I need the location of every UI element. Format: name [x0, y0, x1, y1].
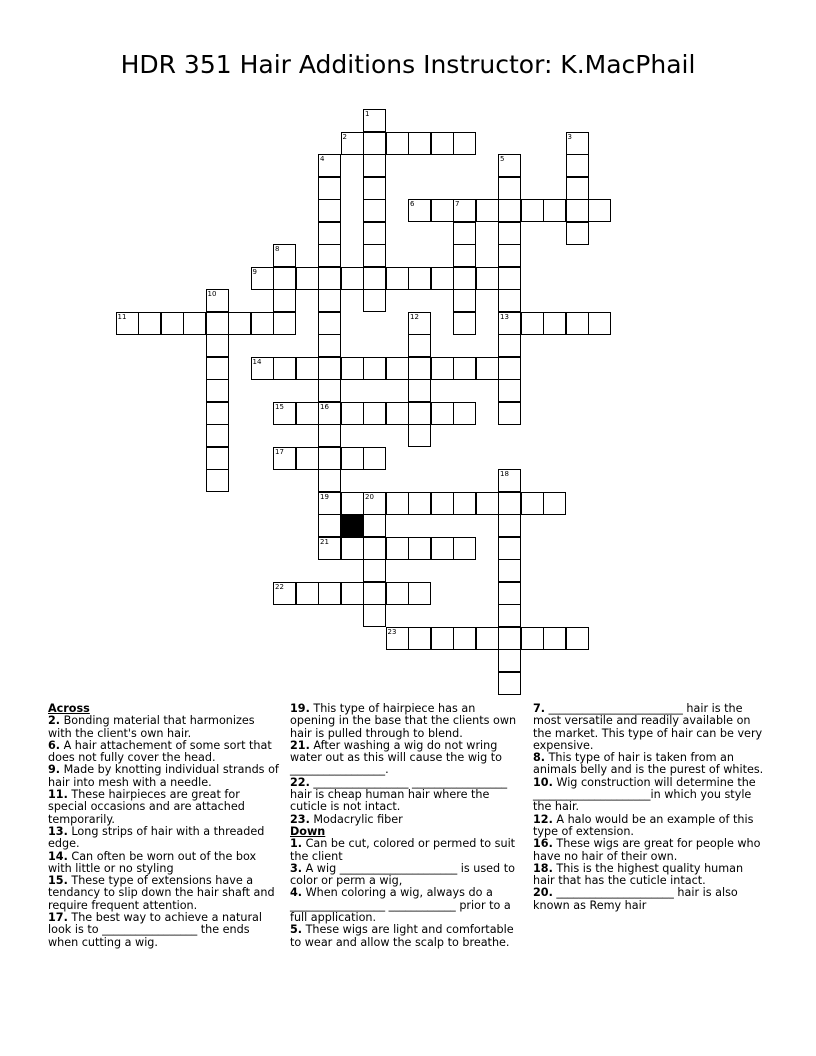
grid-cell[interactable]: [453, 267, 476, 290]
grid-cell[interactable]: [273, 267, 296, 290]
grid-cell[interactable]: [363, 222, 386, 245]
grid-cell[interactable]: [408, 334, 431, 357]
grid-cell[interactable]: [566, 222, 589, 245]
clue-number-label: 14.: [48, 849, 68, 863]
grid-cell[interactable]: [408, 267, 431, 290]
down-clue: [533, 863, 765, 888]
grid-cell[interactable]: [318, 582, 341, 605]
across-clue: [290, 703, 522, 740]
grid-cell[interactable]: [498, 222, 521, 245]
grid-cell[interactable]: [363, 154, 386, 177]
grid-cell[interactable]: [408, 537, 431, 560]
grid-cell[interactable]: [408, 402, 431, 425]
grid-cell[interactable]: [498, 582, 521, 605]
grid-cell[interactable]: [498, 514, 521, 537]
grid-cell[interactable]: [273, 244, 296, 267]
clue-number-label: 18.: [533, 861, 553, 875]
clue-text: Wig construction will determine the _____________________in which you style the hair.: [533, 775, 756, 814]
grid-cell[interactable]: [431, 357, 454, 380]
grid-cell[interactable]: [498, 177, 521, 200]
grid-cell[interactable]: [318, 267, 341, 290]
clue-number: 21: [320, 537, 329, 546]
grid-cell[interactable]: [566, 132, 589, 155]
grid-cell[interactable]: [206, 424, 229, 447]
grid-cell[interactable]: [296, 447, 319, 470]
clue-number-label: 7.: [533, 702, 546, 715]
clue-text: Long strips of hair with a threaded edge.: [48, 824, 265, 851]
grid-cell[interactable]: [408, 424, 431, 447]
clue-number: 6: [410, 200, 415, 208]
down-clue: [290, 863, 522, 888]
grid-cell[interactable]: [498, 154, 521, 177]
across-clue: [48, 789, 280, 826]
clue-text: Bonding material that harmonizes with the client's own hair.: [48, 714, 255, 740]
grid-cell[interactable]: [566, 312, 589, 335]
clue-number-label: 5.: [290, 923, 303, 937]
grid-cell[interactable]: [476, 627, 499, 650]
grid-cell[interactable]: [386, 267, 409, 290]
clue-number: 15: [275, 402, 284, 411]
grid-cell[interactable]: [521, 627, 544, 650]
clue-number-label: 10.: [533, 775, 553, 789]
grid-cell[interactable]: [318, 289, 341, 312]
grid-cell[interactable]: [453, 244, 476, 267]
clue-text: _________________ _________________ hair is cheap human hair where the cuticle is not intact.: [290, 775, 508, 814]
grid-cell[interactable]: [206, 289, 229, 312]
clue-number: 14: [252, 357, 262, 366]
grid-cell[interactable]: [408, 132, 431, 155]
grid-cell[interactable]: [206, 379, 229, 402]
grid-cell[interactable]: [318, 334, 341, 357]
grid-cell[interactable]: [363, 267, 386, 290]
clue-text: These wigs are great for people who have no hair of their own.: [533, 837, 761, 863]
grid-cell[interactable]: [318, 492, 341, 515]
clue-number-label: 22.: [290, 775, 310, 789]
grid-cell[interactable]: [318, 537, 341, 560]
down-clue: [290, 924, 522, 949]
across-clue: [290, 740, 522, 777]
grid-cell[interactable]: [453, 312, 476, 335]
clue-number: 10: [207, 290, 217, 298]
across-clue: [48, 912, 280, 949]
grid-cell[interactable]: [408, 379, 431, 402]
grid-cell[interactable]: [498, 604, 521, 627]
grid-cell[interactable]: [566, 627, 589, 650]
clue-number: 19: [320, 492, 329, 501]
clue-text: Can often be worn out of the box with little or no styling: [48, 849, 257, 875]
grid-cell[interactable]: [498, 559, 521, 582]
clue-number-label: 11.: [48, 788, 68, 802]
clue-number: 7: [455, 200, 460, 208]
clue-number: 17: [275, 447, 284, 456]
clue-number: 3: [567, 132, 572, 141]
grid-cell[interactable]: [408, 492, 431, 515]
clue-number: 5: [500, 155, 505, 163]
grid-cell[interactable]: [273, 312, 296, 335]
grid-cell[interactable]: [138, 312, 161, 335]
across-clue: [48, 875, 280, 912]
clue-number-label: 1.: [290, 837, 303, 851]
grid-cell[interactable]: [318, 357, 341, 380]
grid-cell[interactable]: [543, 199, 566, 222]
clue-column-2: [290, 703, 522, 949]
grid-cell[interactable]: [498, 402, 521, 425]
across-clue: [48, 715, 280, 740]
grid-cell[interactable]: [183, 312, 206, 335]
clue-text: This is the highest quality human hair that has the cuticle intact.: [533, 861, 744, 888]
across-header: Across: [48, 702, 90, 715]
clue-number-label: 9.: [48, 763, 61, 777]
clue-number-label: 8.: [533, 751, 546, 765]
grid-cell[interactable]: [296, 267, 319, 290]
grid-cell[interactable]: [341, 447, 364, 470]
grid-cell[interactable]: [521, 312, 544, 335]
grid-cell[interactable]: [318, 244, 341, 267]
down-clue: [533, 703, 765, 752]
clue-number: 18: [500, 470, 509, 478]
grid-cell[interactable]: [408, 627, 431, 650]
clue-text: The best way to achieve a natural look is to _________________ the ends when cutting a wig.: [48, 911, 263, 949]
clue-text: These wigs are light and comfortable to wear and allow the scalp to breathe.: [290, 923, 514, 949]
grid-cell[interactable]: [566, 199, 589, 222]
clue-text: ________________________ hair is the most versatile and readily available on the market. This type of hair can be very expensive.: [533, 702, 763, 752]
grid-cell[interactable]: [498, 537, 521, 560]
grid-cell[interactable]: [363, 492, 386, 515]
grid-cell[interactable]: [341, 582, 364, 605]
grid-cell[interactable]: [363, 357, 386, 380]
grid-cell[interactable]: [116, 312, 139, 335]
grid-cell[interactable]: [296, 582, 319, 605]
grid-cell[interactable]: [363, 604, 386, 627]
grid-cell[interactable]: [318, 424, 341, 447]
grid-cell[interactable]: [363, 132, 386, 155]
grid-cell[interactable]: [341, 492, 364, 515]
grid-cell[interactable]: [588, 199, 611, 222]
grid-cell[interactable]: [498, 312, 521, 335]
clue-column-1: [48, 703, 280, 949]
grid-cell[interactable]: [453, 132, 476, 155]
grid-cell[interactable]: [206, 402, 229, 425]
clue-number-label: 12.: [533, 812, 553, 826]
grid-cell[interactable]: [453, 357, 476, 380]
clue-number: 8: [275, 245, 280, 253]
grid-cell[interactable]: [453, 627, 476, 650]
down-clue: [533, 887, 765, 912]
grid-cell[interactable]: [566, 177, 589, 200]
clue-text: This type of hairpiece has an opening in the base that the clients own hair is pulled through to blend.: [290, 702, 517, 740]
clue-number-label: 21.: [290, 738, 310, 752]
clue-number: 4: [320, 155, 325, 163]
clue-number: 23: [387, 627, 397, 636]
grid-cell[interactable]: [273, 447, 296, 470]
clue-text: A halo would be an example of this type of extension.: [533, 812, 754, 838]
grid-cell[interactable]: [363, 582, 386, 605]
down-clue: [533, 752, 765, 777]
clue-number: 22: [275, 582, 284, 591]
clue-number: 12: [410, 312, 419, 321]
grid-cell[interactable]: [476, 199, 499, 222]
grid-cell[interactable]: [251, 357, 274, 380]
grid-cell[interactable]: [386, 132, 409, 155]
grid-cell[interactable]: [363, 199, 386, 222]
grid-cell[interactable]: [498, 357, 521, 380]
grid-cell[interactable]: [498, 334, 521, 357]
grid-cell[interactable]: [318, 199, 341, 222]
grid-cell[interactable]: [408, 357, 431, 380]
clue-number-label: 17.: [48, 911, 68, 925]
down-clue: [290, 887, 522, 924]
grid-cell[interactable]: [341, 537, 364, 560]
grid-cell[interactable]: [386, 537, 409, 560]
clue-text: Can be cut, colored or permed to suit the client: [290, 837, 516, 863]
clue-number-label: 16.: [533, 837, 553, 851]
clue-number-label: 3.: [290, 861, 303, 875]
clue-text: These hairpieces are great for special occasions and are attached temporarily.: [48, 788, 245, 826]
grid-cell[interactable]: [543, 627, 566, 650]
down-header: Down: [290, 824, 326, 838]
clue-number-label: 19.: [290, 702, 310, 715]
clue-text: This type of hair is taken from an animals belly and is the purest of whites.: [533, 751, 764, 777]
grid-cell[interactable]: [273, 357, 296, 380]
down-clue: [290, 838, 522, 863]
grid-cell[interactable]: [341, 132, 364, 155]
clue-text: A wig _____________________ is used to color or perm a wig,: [290, 861, 515, 888]
grid-cell[interactable]: [431, 402, 454, 425]
grid-cell[interactable]: [318, 514, 341, 537]
grid-cell[interactable]: [251, 267, 274, 290]
grid-cell[interactable]: [408, 199, 431, 222]
grid-cell[interactable]: [363, 109, 386, 132]
grid-cell[interactable]: [386, 492, 409, 515]
clue-number: 16: [320, 402, 329, 411]
grid-cell[interactable]: [206, 312, 229, 335]
grid-cell[interactable]: [386, 357, 409, 380]
grid-cell[interactable]: [521, 492, 544, 515]
down-clue: [533, 814, 765, 839]
grid-cell[interactable]: [431, 492, 454, 515]
clue-number-label: 15.: [48, 874, 68, 888]
grid-cell[interactable]: [498, 492, 521, 515]
clue-number-label: 2.: [48, 714, 61, 728]
grid-cell[interactable]: [296, 357, 319, 380]
clue-number-label: 4.: [290, 886, 303, 900]
across-clue: [48, 764, 280, 789]
grid-cell[interactable]: [273, 289, 296, 312]
grid-cell[interactable]: [318, 312, 341, 335]
across-clue: [48, 826, 280, 851]
clue-text: When coloring a wig, always do a _________________ ____________ prior to a full application.: [290, 886, 511, 925]
grid-cell[interactable]: [363, 514, 386, 537]
grid-cell[interactable]: [363, 289, 386, 312]
grid-cell[interactable]: [273, 402, 296, 425]
grid-cell[interactable]: [318, 469, 341, 492]
clue-text: A hair attachement of some sort that does not fully cover the head.: [48, 738, 272, 765]
grid-cell[interactable]: [206, 334, 229, 357]
grid-cell[interactable]: [498, 289, 521, 312]
clue-number-label: 23.: [290, 812, 310, 826]
clue-text: These type of extensions have a tendancy to slip down the hair shaft and require frequent attention.: [48, 874, 275, 912]
grid-cell[interactable]: [318, 154, 341, 177]
clue-number-label: 20.: [533, 886, 553, 900]
grid-cell[interactable]: [363, 537, 386, 560]
grid-cell[interactable]: [498, 469, 521, 492]
clue-number: 1: [365, 110, 370, 118]
grid-cell[interactable]: [206, 447, 229, 470]
clue-text: Made by knotting individual strands of hair into mesh with a needle.: [48, 763, 279, 789]
grid-cell[interactable]: [498, 267, 521, 290]
grid-cell[interactable]: [476, 267, 499, 290]
grid-cell[interactable]: [161, 312, 184, 335]
grid-cell[interactable]: [498, 649, 521, 672]
grid-cell[interactable]: [296, 402, 319, 425]
clue-text: _____________________ hair is also known as Remy hair: [533, 886, 738, 912]
down-clue: [533, 777, 765, 814]
grid-cell[interactable]: [498, 672, 521, 695]
clue-column-3: [533, 703, 765, 912]
grid-cell[interactable]: [453, 402, 476, 425]
grid-cell[interactable]: [363, 244, 386, 267]
grid-cell[interactable]: [431, 267, 454, 290]
grid-cell[interactable]: [543, 312, 566, 335]
grid-cell[interactable]: [386, 402, 409, 425]
clue-text: Modacrylic fiber: [309, 812, 403, 826]
grid-cell[interactable]: [431, 132, 454, 155]
clue-number: 2: [342, 132, 347, 141]
grid-cell[interactable]: [251, 312, 274, 335]
grid-cell[interactable]: [386, 582, 409, 605]
grid-cell[interactable]: [431, 199, 454, 222]
grid-cell[interactable]: [206, 357, 229, 380]
grid-cell[interactable]: [363, 402, 386, 425]
grid-cell[interactable]: [476, 357, 499, 380]
grid-cell[interactable]: [453, 199, 476, 222]
grid-cell[interactable]: [341, 402, 364, 425]
grid-cell[interactable]: [341, 267, 364, 290]
grid-cell[interactable]: [273, 582, 296, 605]
clue-number: 9: [252, 267, 257, 276]
clue-number-label: 13.: [48, 824, 68, 838]
across-clue: [48, 740, 280, 765]
grid-cell[interactable]: [318, 177, 341, 200]
page-title: HDR 351 Hair Additions Instructor: K.MacPhail: [120, 50, 696, 79]
grid-cell[interactable]: [453, 492, 476, 515]
grid-cell[interactable]: [206, 469, 229, 492]
clue-number: 13: [500, 312, 509, 321]
grid-cell[interactable]: [498, 199, 521, 222]
grid-cell[interactable]: [521, 199, 544, 222]
grid-cell[interactable]: [476, 492, 499, 515]
clue-text: After washing a wig do not wring water out as this will cause the wig to _________________.: [290, 738, 502, 777]
grid-cell[interactable]: [386, 627, 409, 650]
grid-cell[interactable]: [431, 537, 454, 560]
grid-cell[interactable]: [341, 357, 364, 380]
grid-cell[interactable]: [408, 582, 431, 605]
clue-number-label: 6.: [48, 738, 61, 752]
clue-number: 20: [365, 492, 374, 501]
across-clue: [290, 777, 522, 814]
grid-cell[interactable]: [363, 177, 386, 200]
clue-number: 11: [117, 312, 127, 321]
grid-cell[interactable]: [588, 312, 611, 335]
grid-cell[interactable]: [318, 402, 341, 425]
grid-cell[interactable]: [498, 627, 521, 650]
down-clue: [533, 838, 765, 863]
grid-cell[interactable]: [453, 537, 476, 560]
across-clue: [48, 851, 280, 876]
grid-cell[interactable]: [318, 447, 341, 470]
grid-cell[interactable]: [318, 222, 341, 245]
grid-cell[interactable]: [363, 559, 386, 582]
grid-cell[interactable]: [453, 289, 476, 312]
grid-cell[interactable]: [543, 492, 566, 515]
grid-cell[interactable]: [408, 312, 431, 335]
black-square: [341, 514, 364, 537]
grid-cell[interactable]: [431, 627, 454, 650]
grid-cell[interactable]: [453, 222, 476, 245]
grid-cell[interactable]: [498, 244, 521, 267]
grid-cell[interactable]: [363, 447, 386, 470]
grid-cell[interactable]: [566, 154, 589, 177]
grid-cell[interactable]: [228, 312, 251, 335]
grid-cell[interactable]: [498, 379, 521, 402]
grid-cell[interactable]: [318, 379, 341, 402]
